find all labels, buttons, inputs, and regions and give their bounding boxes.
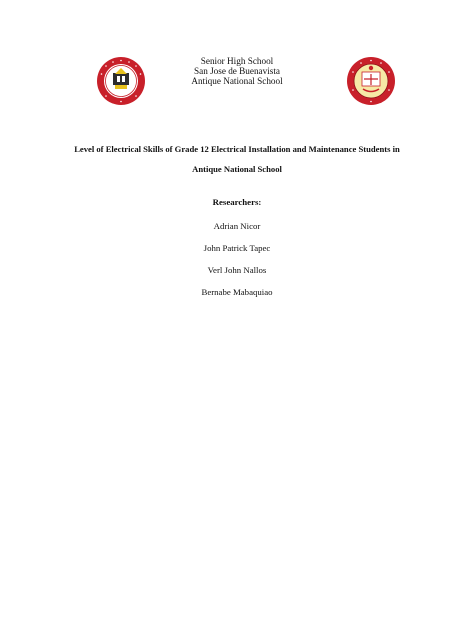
researcher-name: John Patrick Tapec [203,243,271,253]
header-line-2: San Jose de Buenavista [194,66,280,76]
researcher-name: Verl John Nallos [207,265,267,275]
header-line-1: Senior High School [200,56,274,66]
right-school-seal-icon [346,56,396,106]
header-line-3: Antique National School [191,76,283,86]
researcher-name: Adrian Nicor [213,221,261,231]
school-header [0,56,474,86]
title-line-2: Antique National School [192,164,282,174]
researcher-name: Bernabe Mabaquiao [201,287,273,297]
researchers-heading: Researchers: [212,197,262,207]
title-line-1: Level of Electrical Skills of Grade 12 Electrical Installation and Maintenance Students in [74,144,400,154]
research-title [60,139,414,179]
